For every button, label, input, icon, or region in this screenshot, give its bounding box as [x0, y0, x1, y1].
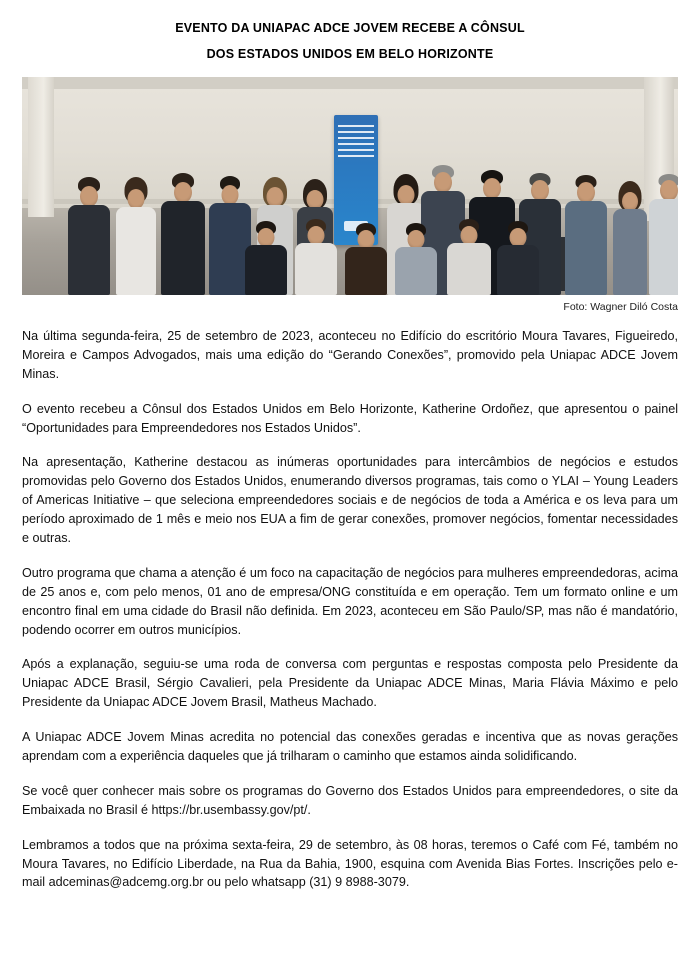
photo-ceiling	[22, 77, 678, 89]
photo-column-left	[28, 77, 54, 217]
photo-person	[610, 179, 650, 295]
photo-person	[496, 221, 540, 295]
photo-person	[294, 219, 338, 295]
page-title	[22, 22, 678, 60]
photo-person	[114, 177, 158, 295]
article-body	[22, 327, 678, 892]
article-paragraph: Outro programa que chama a atenção é um foco na capacitação de negócios para mulheres empreendedoras, acima de 25 anos e, com pelo menos, 01 ano de empresa/ONG constituída e em operação. Tem um formato online e um encontro final em uma cidade do Brasil não definida. Em 2023, aconteceu em São Paulo/SP, mas não é mandatório, podendo ocorrer em outros municípios.	[22, 565, 678, 637]
photo-person	[160, 171, 206, 295]
article-photo	[22, 77, 678, 295]
photo-person	[394, 223, 438, 295]
article-paragraph: Na última segunda-feira, 25 de setembro de 2023, aconteceu no Edifício do escritório Moura Tavares, Figueiredo, Moreira e Campos Advogados, mais uma edição do “Gerando Conexões”, promovido pela Uniapac ADCE Jovem Minas.	[22, 329, 678, 381]
banner-text-block	[338, 125, 374, 159]
article-paragraph: O evento recebeu a Cônsul dos Estados Unidos em Belo Horizonte, Katherine Ordoñez, que apresentou o painel “Oportunidades para Empreendedores nos Estados Unidos”.	[22, 401, 678, 435]
page-title-line-1: EVENTO DA UNIAPAC ADCE JOVEM RECEBE A CÔNSUL	[175, 21, 525, 35]
page-title-line-2: DOS ESTADOS UNIDOS EM BELO HORIZONTE	[206, 46, 494, 61]
photo-credit: Foto: Wagner Diló Costa	[563, 301, 678, 313]
photo-person	[244, 221, 288, 295]
photo-person	[344, 223, 388, 295]
article-paragraph: Se você quer conhecer mais sobre os programas do Governo dos Estados Unidos para empreendedores, o site da Embaixada no Brasil é https://br.usembassy.gov/pt/.	[22, 783, 678, 817]
photo-person	[446, 219, 492, 295]
article-paragraph: Na apresentação, Katherine destacou as inúmeras oportunidades para intercâmbios de negócios e estudos promovidas pelo Governo dos Estados Unidos, enumerando diversos programas, tais como o YLAI – Young Leaders of Americas Initiative – que seleciona empreendedores sociais e de negócios de toda a América e os leva para um período aproximado de 1 mês e meio nos EUA a fim de gerar conexões, promover negócios, fomentar necessidades e outras.	[22, 455, 678, 546]
group-photo-image	[22, 77, 678, 295]
photo-person	[648, 171, 678, 295]
article-paragraph: A Uniapac ADCE Jovem Minas acredita no potencial das conexões geradas e incentiva que as novas gerações aprendam com a experiência daqueles que já trilharam o caminho que estamos ainda solidificando.	[22, 730, 678, 764]
photo-person	[564, 173, 608, 295]
article-paragraph: Após a explanação, seguiu-se uma roda de conversa com perguntas e respostas composta pelo Presidente da Uniapac ADCE Brasil, Sérgio Cavalieri, pela Presidente da Uniapac ADCE Minas, Maria Flávia Máximo e pelo Presidente da Uniapac ADCE Jovem Brasil, Matheus Machado.	[22, 657, 678, 710]
article-paragraph: Lembramos a todos que na próxima sexta-feira, 29 de setembro, às 08 horas, teremos o Café com Fé, também no Moura Tavares, no Edifício Liberdade, na Rua da Bahia, 1900, esquina com Avenida Bias Fortes. Inscrições pelo e-mail adceminas@adcemg.org.br ou pelo whatsapp (31) 9 8988-3079.	[22, 837, 678, 890]
photo-person	[66, 175, 112, 295]
